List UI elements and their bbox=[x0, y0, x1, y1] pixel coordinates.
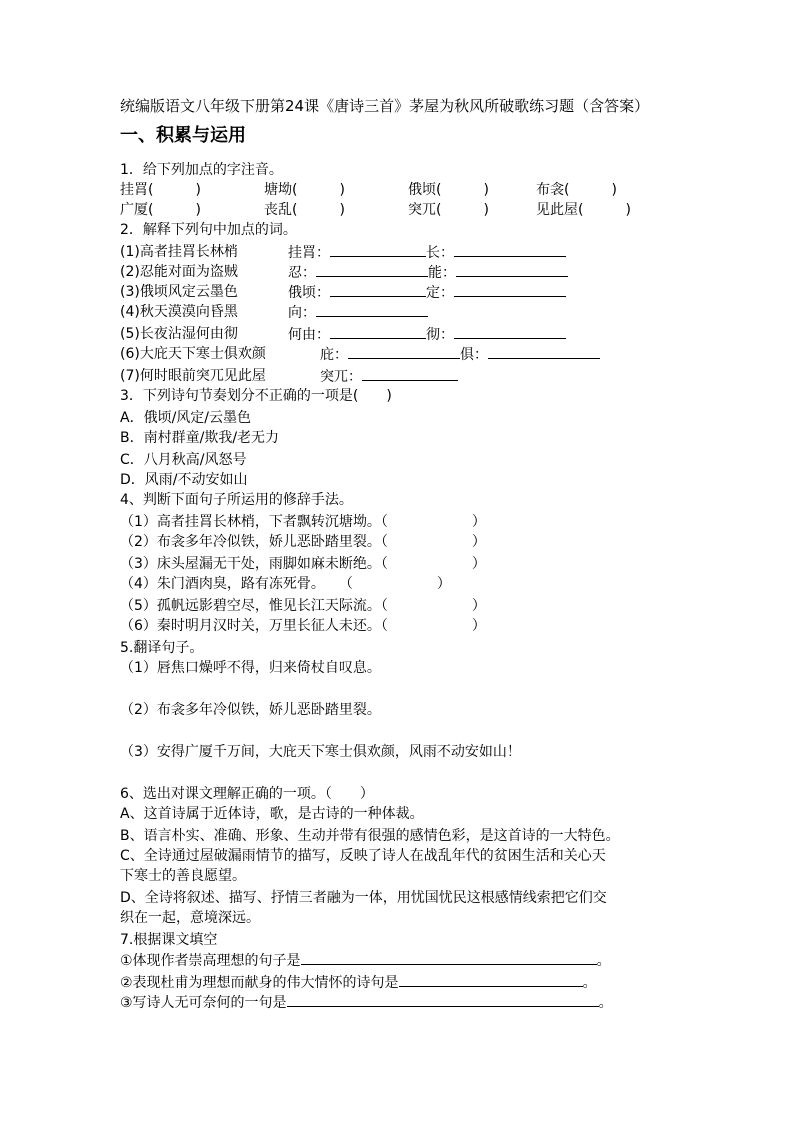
q1-item: 塘坳( ) bbox=[264, 182, 345, 198]
q2-word: 突兀： bbox=[320, 369, 362, 385]
q2-word: 挂罥： bbox=[288, 245, 330, 261]
q2-word: 向： bbox=[288, 305, 316, 321]
q3-option: A．俄顷/风定/云墨色 bbox=[120, 410, 252, 426]
q4-item: （2）布衾多年冷似铁，娇儿恶卧踏里裂。（ ） bbox=[120, 534, 486, 550]
q5-item: （3）安得广厦千万间，大庇天下寒士俱欢颜，风雨不动安如山！ bbox=[120, 744, 521, 760]
q6-line: C、全诗通过屋破漏雨情节的描写，反映了诗人在战乱年代的贫困生活和关心天 bbox=[120, 848, 606, 864]
answer-blank[interactable] bbox=[316, 262, 428, 277]
q5-prompt: 5.翻译句子。 bbox=[120, 640, 204, 656]
q7-item: ①体现作者崇高理想的句子是 bbox=[120, 953, 301, 969]
q5-item: （2）布衾多年冷似铁，娇儿恶卧踏里裂。 bbox=[120, 702, 381, 718]
q2-word: 俄顷： bbox=[288, 285, 330, 301]
q1-item: 突兀( ) bbox=[408, 202, 489, 218]
q4-item: （4）朱门酒肉臭，路有冻死骨。 （ ） bbox=[120, 576, 451, 592]
q1-item: 见此屋( ) bbox=[536, 202, 631, 218]
q1-item: 广厦( ) bbox=[120, 202, 201, 218]
answer-blank[interactable] bbox=[454, 324, 566, 339]
q1-item: 丧乱( ) bbox=[264, 202, 345, 218]
q3-option: B．南村群童/欺我/老无力 bbox=[120, 430, 280, 446]
q5-item: （1）唇焦口燥呼不得，归来倚杖自叹息。 bbox=[120, 660, 381, 676]
q1-prompt: 1．给下列加点的字注音。 bbox=[120, 162, 283, 178]
answer-blank[interactable] bbox=[454, 282, 566, 297]
q4-prompt: 4、判断下面句子所运用的修辞手法。 bbox=[120, 492, 353, 508]
q7-period: 。 bbox=[596, 953, 611, 969]
q2-word: 长： bbox=[426, 245, 454, 261]
q2-sentence: (5)长夜沾湿何由彻 bbox=[120, 326, 238, 342]
q6-line: 织在一起，意境深远。 bbox=[120, 910, 260, 926]
q2-sentence: (3)俄顷风定云墨色 bbox=[120, 284, 238, 300]
q2-word: 彻： bbox=[426, 327, 454, 343]
q6-line: 下寒士的善良愿望。 bbox=[120, 868, 246, 884]
q2-word: 俱： bbox=[460, 347, 488, 363]
q6-prompt: 6、选出对课文理解正确的一项。（ ） bbox=[120, 786, 374, 802]
answer-blank[interactable] bbox=[488, 344, 600, 359]
answer-blank[interactable] bbox=[287, 992, 599, 1007]
q1-item: 挂罥( ) bbox=[120, 182, 201, 198]
q3-option: D．风雨/不动安如山 bbox=[120, 472, 248, 488]
answer-blank[interactable] bbox=[330, 282, 426, 297]
q2-sentence: (6)大庇天下寒士俱欢颜 bbox=[120, 346, 266, 362]
q2-sentence: (7)何时眼前突兀见此屋 bbox=[120, 368, 266, 384]
q4-item: （1）高者挂罥长林梢，下者飘转沉塘坳。（ ） bbox=[120, 514, 486, 530]
q7-item: ②表现杜甫为理想而献身的伟大情怀的诗句是 bbox=[120, 975, 399, 991]
answer-blank[interactable] bbox=[454, 242, 566, 257]
answer-blank[interactable] bbox=[348, 344, 460, 359]
answer-blank[interactable] bbox=[362, 366, 458, 381]
q6-line: D、全诗将叙述、描写、抒情三者融为一体，用忧国忧民这根感情线索把它们交 bbox=[120, 890, 607, 906]
q4-item: （3）床头屋漏无干处，雨脚如麻未断绝。（ ） bbox=[120, 556, 486, 572]
q2-word: 庇： bbox=[320, 347, 348, 363]
q2-sentence: (2)忍能对面为盗贼 bbox=[120, 264, 238, 280]
page-title: 统编版语文八年级下册第24课《唐诗三首》茅屋为秋风所破歌练习题（含答案） bbox=[120, 97, 650, 115]
q3-prompt: 3．下列诗句节奏划分不正确的一项是( ) bbox=[120, 388, 392, 404]
q7-item: ③写诗人无可奈何的一句是 bbox=[120, 995, 287, 1011]
q6-line: A、这首诗属于近体诗，歌，是古诗的一种体裁。 bbox=[120, 806, 424, 822]
q1-item: 俄顷( ) bbox=[408, 182, 489, 198]
answer-blank[interactable] bbox=[301, 950, 597, 965]
q4-item: （5）孤帆远影碧空尽，惟见长江天际流。（ ） bbox=[120, 598, 486, 614]
answer-blank[interactable] bbox=[456, 262, 568, 277]
q2-word: 忍： bbox=[288, 265, 316, 281]
q2-word: 能： bbox=[428, 265, 456, 281]
answer-blank[interactable] bbox=[316, 302, 428, 317]
q2-prompt: 2．解释下列句中加点的词。 bbox=[120, 222, 297, 238]
q3-option: C．八月秋高/风怒号 bbox=[120, 452, 247, 468]
q2-sentence: (1)高者挂罥长林梢 bbox=[120, 244, 238, 260]
answer-blank[interactable] bbox=[330, 242, 426, 257]
q7-prompt: 7.根据课文填空 bbox=[120, 932, 218, 948]
q2-word: 何由： bbox=[288, 327, 330, 343]
q7-period: 。 bbox=[598, 995, 613, 1011]
answer-blank[interactable] bbox=[399, 972, 583, 987]
q2-sentence: (4)秋天漠漠向昏黑 bbox=[120, 304, 238, 320]
q2-word: 定： bbox=[426, 285, 454, 301]
section-heading: 一、积累与运用 bbox=[120, 125, 246, 146]
q7-period: 。 bbox=[582, 975, 597, 991]
q4-item: （6）秦时明月汉时关，万里长征人未还。（ ） bbox=[120, 618, 486, 634]
q1-item: 布衾( ) bbox=[536, 182, 617, 198]
answer-blank[interactable] bbox=[330, 324, 426, 339]
q6-line: B、语言朴实、准确、形象、生动并带有很强的感情色彩，是这首诗的一大特色。 bbox=[120, 828, 620, 844]
